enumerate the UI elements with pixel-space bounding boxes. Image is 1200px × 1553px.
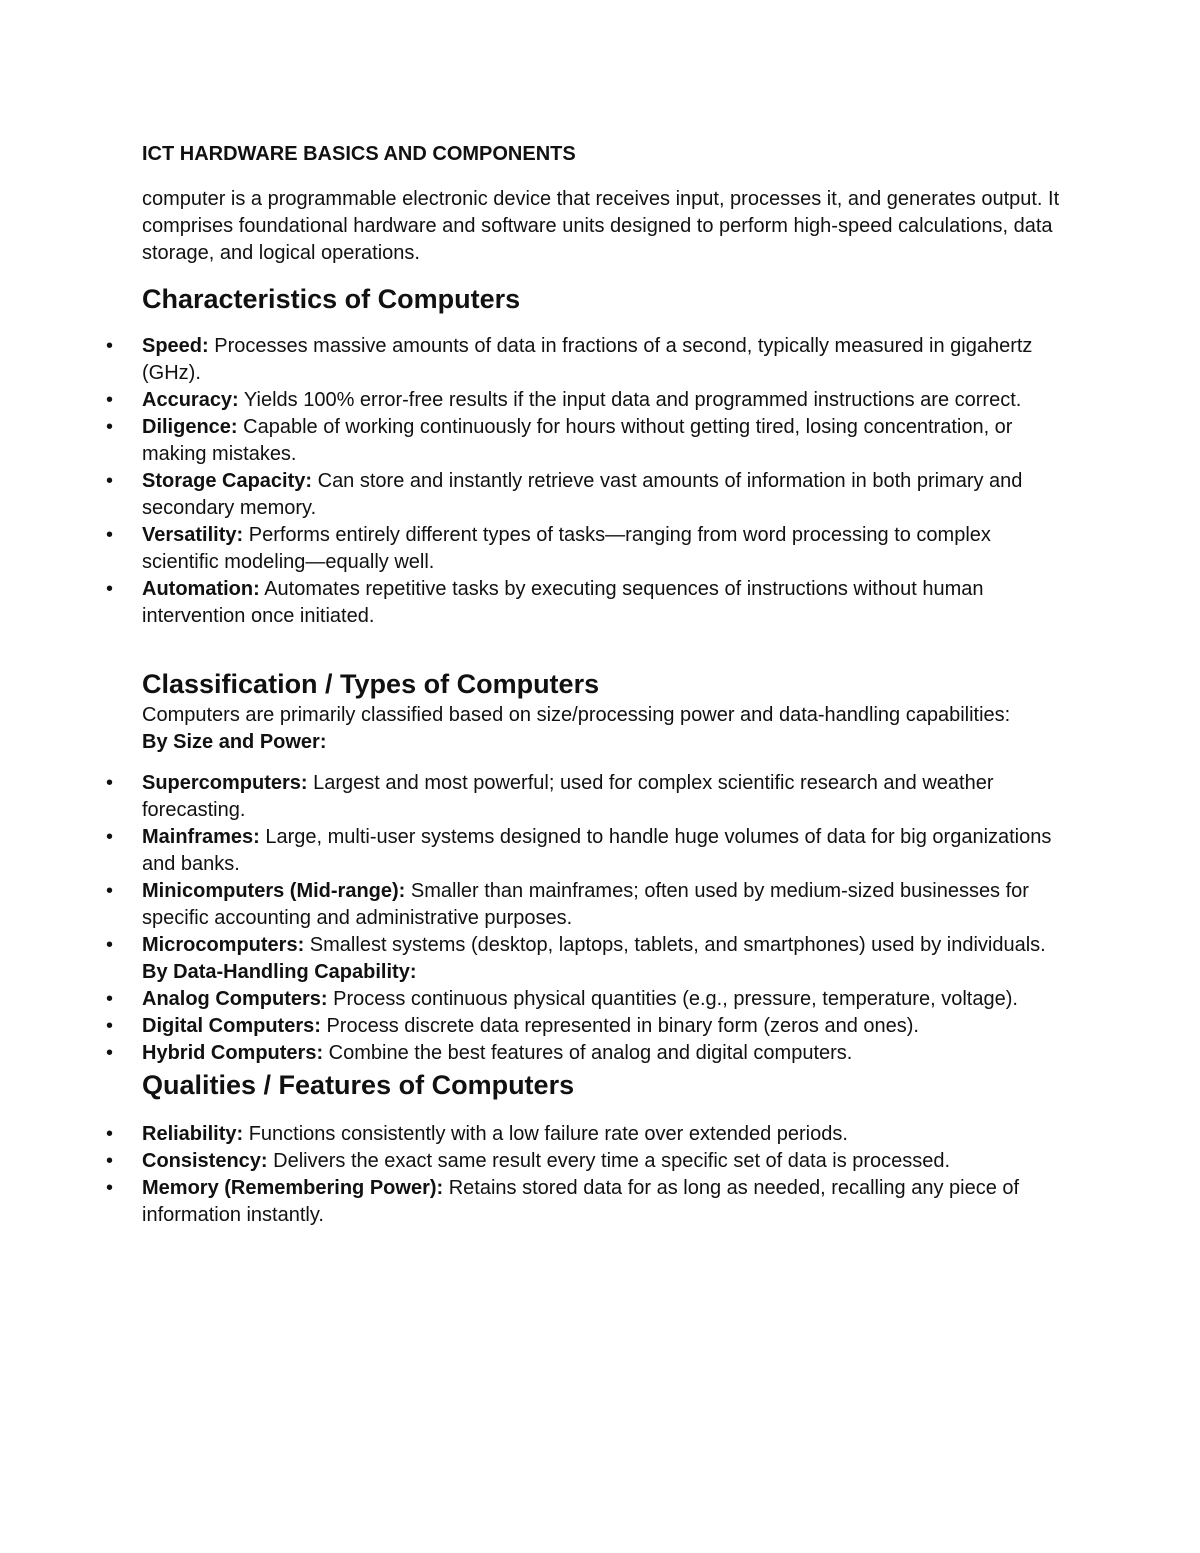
item-term: Microcomputers: [142, 934, 305, 956]
item-text: Process continuous physical quantities (e.g., pressure, temperature, voltage). [327, 988, 1018, 1010]
item-text: Smallest systems (desktop, laptops, tablets, and smartphones) used by individuals. [304, 934, 1046, 956]
item-term: Hybrid Computers: [142, 1042, 324, 1064]
item-text: Performs entirely different types of tasks—ranging from word processing to complex scientific modeling—equally well. [142, 524, 991, 573]
heading-characteristics: Characteristics of Computers [142, 284, 521, 314]
item-term: Digital Computers: [142, 1015, 321, 1037]
item-text: Automates repetitive tasks by executing sequences of instructions without human intervention once initiated. [142, 578, 984, 627]
item-text: Functions consistently with a low failure rate over extended periods. [243, 1123, 848, 1145]
item-text: Combine the best features of analog and digital computers. [323, 1042, 853, 1064]
item-term: Consistency: [142, 1150, 268, 1172]
list-item [142, 387, 1072, 414]
characteristics-list [142, 333, 1072, 630]
list-item [142, 1013, 1072, 1040]
classification-list [142, 770, 1072, 1067]
item-term: Versatility: [142, 524, 244, 546]
classification-intro: Computers are primarily classified based on size/processing power and data-handling capabilities: [142, 704, 1011, 726]
item-text: Process discrete data represented in binary form (zeros and ones). [320, 1015, 919, 1037]
item-term: Minicomputers (Mid-range): [142, 880, 406, 902]
intro-paragraph: computer is a programmable electronic device that receives input, processes it, and generates output. It comprises foundational hardware and software units designed to perform high-speed calculations, data storage, and logical operations. [142, 188, 1060, 264]
list-item [142, 333, 1072, 387]
item-text: Large, multi-user systems designed to handle huge volumes of data for big organizations and banks. [142, 826, 1052, 875]
item-term: Reliability: [142, 1123, 244, 1145]
list-item [142, 576, 1072, 630]
heading-classification: Classification / Types of Computers [142, 669, 600, 699]
item-trailing-label: By Data-Handling Capability: [142, 961, 417, 983]
list-item [142, 770, 1072, 824]
qualities-list [142, 1121, 1072, 1229]
list-item [142, 986, 1072, 1013]
document-title: ICT HARDWARE BASICS AND COMPONENTS [142, 143, 576, 165]
item-term: Speed: [142, 335, 209, 357]
list-item [142, 824, 1072, 878]
item-text: Largest and most powerful; used for complex scientific research and weather forecasting. [142, 772, 994, 821]
list-item [142, 878, 1072, 932]
list-item [142, 468, 1072, 522]
item-term: Memory (Remembering Power): [142, 1177, 444, 1199]
item-term: Supercomputers: [142, 772, 308, 794]
document-page [142, 140, 1072, 1229]
item-text: Processes massive amounts of data in fractions of a second, typically measured in gigahertz (GHz). [142, 335, 1033, 384]
list-item [142, 522, 1072, 576]
list-item [142, 1175, 1072, 1229]
item-text: Can store and instantly retrieve vast amounts of information in both primary and secondary memory. [142, 470, 1023, 519]
item-term: Storage Capacity: [142, 470, 313, 492]
classification-sub-label: By Size and Power: [142, 731, 327, 753]
item-text: Yields 100% error-free results if the input data and programmed instructions are correct. [238, 389, 1022, 411]
heading-qualities: Qualities / Features of Computers [142, 1070, 575, 1100]
list-item [142, 414, 1072, 468]
item-text: Retains stored data for as long as needed, recalling any piece of information instantly. [142, 1177, 1020, 1226]
item-term: Accuracy: [142, 389, 239, 411]
item-text: Smaller than mainframes; often used by medium-sized businesses for specific accounting and administrative purposes. [142, 880, 1029, 929]
item-term: Automation: [142, 578, 260, 600]
list-item [142, 1121, 1072, 1148]
item-term: Diligence: [142, 416, 238, 438]
item-term: Mainframes: [142, 826, 260, 848]
item-text: Delivers the exact same result every time a specific set of data is processed. [267, 1150, 951, 1172]
list-item [142, 932, 1072, 986]
list-item [142, 1148, 1072, 1175]
item-text: Capable of working continuously for hours without getting tired, losing concentration, or making mistakes. [142, 416, 1013, 465]
item-term: Analog Computers: [142, 988, 328, 1010]
list-item [142, 1040, 1072, 1067]
